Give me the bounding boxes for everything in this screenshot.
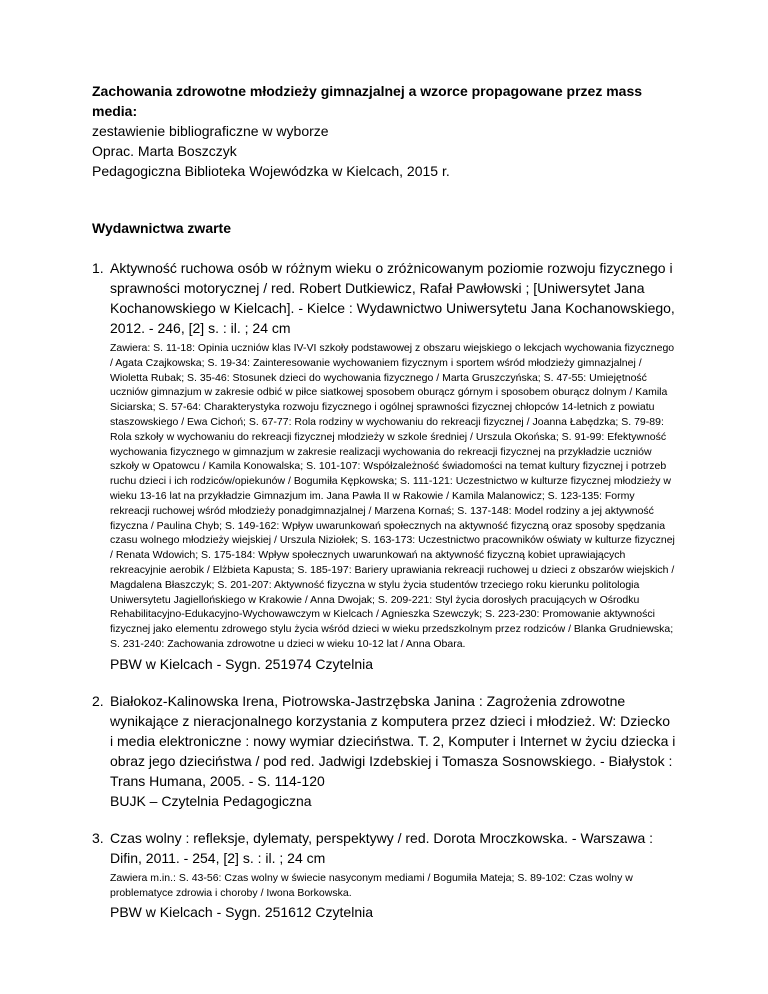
bibliography-subtitle: zestawienie bibliograficzne w wyborze bbox=[92, 123, 329, 139]
entry-description: Białokoz-Kalinowska Irena, Piotrowska-Jastrzębska Janina : Zagrożenia zdrowotne wynikające z nieracjonalnego korzystania z komputera przez dzieci i młodzież. W: Dziecko i media elektroniczne : nowy wymiar dzieciństwa. T. 2, Komputer i Internet w życiu dziecka i obraz jego dzieciństwa / pod red. Jadwigi Izdebskiej i Tomasza Sosnowskiego. - Białystok : Trans Humana, 2005. - S. 114-120 bbox=[110, 692, 676, 789]
section-heading: Wydawnictwa zwarte bbox=[92, 220, 232, 236]
bibliography-header bbox=[92, 81, 676, 181]
entry-description: Czas wolny : refleksje, dylematy, perspektywy / red. Dorota Mroczkowska. - Warszawa : Difin, 2011. - 254, [2] s. : il. ; 24 cm bbox=[110, 829, 654, 866]
entry-number: 3. bbox=[92, 829, 104, 846]
bibliography-publisher: Pedagogiczna Biblioteka Wojewódzka w Kielcach, 2015 r. bbox=[92, 163, 450, 179]
entry-number: 1. bbox=[92, 260, 104, 276]
bibliography-entry bbox=[92, 828, 676, 923]
bibliography-author: Oprac. Marta Boszczyk bbox=[92, 143, 237, 159]
entry-location: PBW w Kielcach - Sygn. 251974 Czytelnia bbox=[110, 655, 374, 672]
entry-description: Aktywność ruchowa osób w różnym wieku o zróżnicowanym poziomie rozwoju fizycznego i sprawności motorycznej / red. Robert Dutkiewicz, Rafał Pawłowski ; [Uniwersytet Jana Kochanowskiego w Kielcach]. - Kielce : Wydawnictwo Uniwersytetu Jana Kochanowskiego, 2012. - 246, [2] s. : il. ; 24 cm bbox=[110, 260, 675, 336]
bibliography-entry bbox=[92, 691, 676, 811]
entry-number: 2. bbox=[92, 692, 104, 709]
bibliography-list bbox=[92, 258, 676, 922]
entry-contents: Zawiera: S. 11-18: Opinia uczniów klas IV-VI szkoły podstawowej z obszaru wiejskiego o lekcjach wychowania fizycznego / Agata Czajkowska; S. 19-34: Zainteresowanie wychowaniem fizycznym i sportem wśród młodzieży gimnazjalnej / Wioletta Rubak; S. 35-46: Stosunek dzieci do wychowania fizycznego / Marta Gruszczyńska; S. 47-55: Umiejętność uczniów gimnazjum w zakresie odbić w piłce siatkowej sposobem oburącz górnym i sposobem oburącz dolnym / Kamila Siciarska; S. 57-64: Charakterystyka rozwoju fizycznego i ogólnej sprawności fizycznej chłopców 14-letnich z powiatu staszowskiego / Ewa Cichoń; S. 67-77: Rola rodziny w wychowaniu do rekreacji fizycznej / Joanna Łabędzka; S. 79-89: Rola szkoły w wychowaniu do rekreacji fizycznej młodzieży w szkole średniej / Urszula Okońska; S. 91-99: Efektywność wychowania fizycznego w gimnazjum w zakresie realizacji wychowania do rekreacji fizycznej na przykładzie uczniów szkoły w Opatowcu / Kamila Konowalska; S. 101-107: Współzależność świadomości na temat kultury fizycznej i potrzeb ruchu dzieci i ich rodziców/opiekunów / Bogumiła Kępkowska; S. 111-121: Uczestnictwo w kulturze fizycznej młodzieży w wieku 13-16 lat na przykładzie Gimnazjum im. Jana Pawła II w Rakowie / Kamila Malanowicz; S. 123-135: Formy rekreacji ruchowej wśród młodzieży ponadgimnazjalnej / Marzena Kornaś; S. 137-148: Model rodziny a jej aktywność fizyczna / Paulina Chyb; S. 149-162: Wpływ uwarunkowań społecznych na aktywność fizyczną oraz sposoby spędzania czasu wolnego młodzieży wiejskiej / Urszula Niziołek; S. 163-173: Uczestnictwo pracowników oświaty w kulturze fizycznej / Renata Wdowich; S. 175-184: Wpływ społecznych uwarunkowań na aktywność fizyczną kobiet uprawiających rekreacyjnie aerobik / Elżbieta Kapusta; S. 185-197: Bariery uprawiania rekreacji ruchowej u dzieci z obszarów wiejskich / Magdalena Błaszczyk; S. 201-207: Aktywność fizyczna w stylu życia studentów trzeciego roku kierunku politologia Uniwersytetu Jagiellońskiego w Krakowie / Anna Dwojak; S. 209-221: Styl życia dorosłych pracujących w Ośrodku Rehabilitacyjno-Edukacyjno-Wychowawczym w Kielcach / Agnieszka Szewczyk; S. 223-230: Promowanie aktywności fizycznej jako elementu zdrowego stylu życia wśród dzieci w wieku przedszkolnym przez rodziców / Blanka Grudniewska; S. 231-240: Zachowania zdrowotne u dzieci w wieku 10-12 lat / Anna Obara. bbox=[110, 342, 675, 650]
bibliography-entry bbox=[92, 258, 676, 674]
entry-location: BUJK – Czytelnia Pedagogiczna bbox=[110, 792, 312, 809]
entry-contents: Zawiera m.in.: S. 43-56: Czas wolny w świecie nasyconym mediami / Bogumiła Mateja; S. 89-102: Czas wolny w problematyce zdrowia i choroby / Iwona Borkowska. bbox=[110, 871, 633, 899]
bibliography-title: Zachowania zdrowotne młodzieży gimnazjalnej a wzorce propagowane przez mass media: bbox=[92, 83, 643, 119]
entry-location: PBW w Kielcach - Sygn. 251612 Czytelnia bbox=[110, 904, 374, 921]
